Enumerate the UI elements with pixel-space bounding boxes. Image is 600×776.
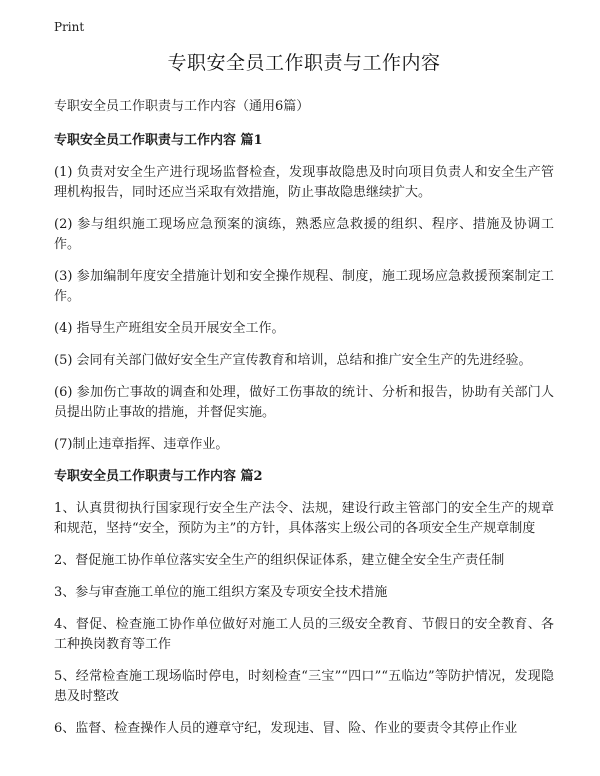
section-1 (54, 131, 554, 455)
paragraph: 4、督促、检查施工协作单位做好对施工人员的三级安全教育、节假日的安全教育、各工种换岗教育等工作 (54, 617, 554, 652)
paragraph: 2、督促施工协作单位落实安全生产的组织保证体系，建立健全安全生产责任制 (54, 553, 505, 568)
paragraph: 3、参与审查施工单位的施工组织方案及专项安全技术措施 (54, 585, 388, 600)
page-title: 专职安全员工作职责与工作内容 (167, 52, 441, 74)
paragraph: (7)制止违章指挥、违章作业。 (54, 437, 229, 452)
document-page (54, 48, 554, 751)
document-subtitle: 专职安全员工作职责与工作内容（通用6篇） (54, 99, 310, 114)
paragraph: (2) 参与组织施工现场应急预案的演练，熟悉应急救援的组织、程序、措施及协调工作。 (54, 217, 554, 252)
section-heading: 专职安全员工作职责与工作内容 篇2 (54, 469, 263, 484)
paragraph: 6、监督、检查操作人员的遵章守纪，发现违、冒、险、作业的要责令其停止作业 (54, 721, 518, 736)
paragraph: (3) 参加编制年度安全措施计划和安全操作规程、制度，施工现场应急救援预案制定工作。 (54, 269, 554, 304)
paragraph: (1) 负责对安全生产进行现场监督检查，发现事故隐患及时向项目负责人和安全生产管理机构报告，同时还应当采取有效措施，防止事故隐患继续扩大。 (54, 165, 554, 200)
print-link[interactable]: Print (54, 20, 85, 34)
paragraph: 1、认真贯彻执行国家现行安全生产法令、法规，建设行政主管部门的安全生产的规章和规范，坚持“安全，预防为主”的方针，具体落实上级公司的各项安全生产规章制度 (54, 501, 554, 536)
paragraph: (4) 指导生产班组安全员开展安全工作。 (54, 321, 285, 336)
paragraph: 5、经常检查施工现场临时停电，时刻检查“三宝”“四口”“五临边”等防护情况，发现隐患及时整改 (54, 669, 554, 704)
section-2 (54, 467, 554, 739)
paragraph: (6) 参加伤亡事故的调查和处理，做好工伤事故的统计、分析和报告，协助有关部门人员提出防止事故的措施，并督促实施。 (54, 385, 554, 420)
section-heading: 专职安全员工作职责与工作内容 篇1 (54, 133, 263, 148)
paragraph: (5) 会同有关部门做好安全生产宣传教育和培训，总结和推广安全生产的先进经验。 (54, 353, 532, 368)
